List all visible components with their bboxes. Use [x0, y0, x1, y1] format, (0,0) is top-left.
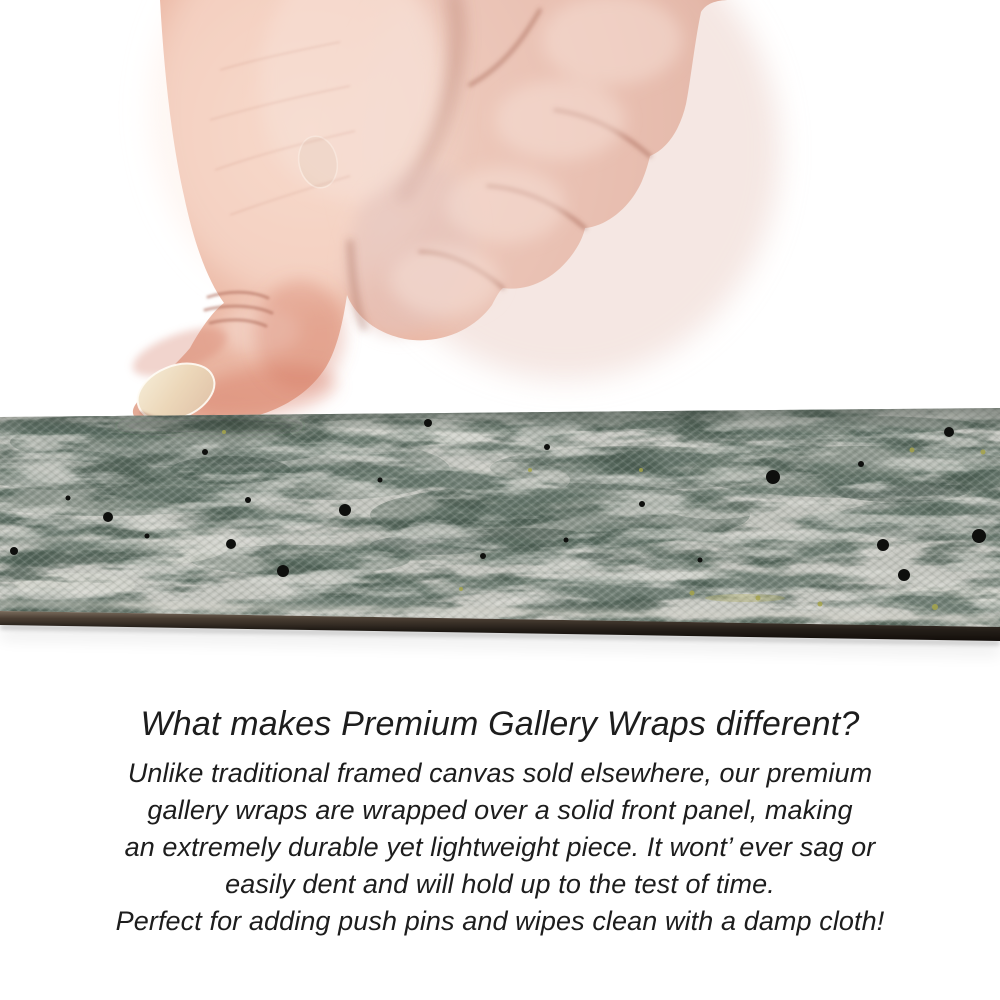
thumb-contact-shadow: [115, 417, 305, 435]
hand-photo: [127, 0, 780, 431]
body-line-2: gallery wraps are wrapped over a solid front panel, making: [147, 795, 853, 825]
caption-block: [0, 703, 1000, 940]
body-line-3: an extremely durable yet lightweight piece. It wont’ ever sag or: [124, 832, 876, 862]
body-line-4: easily dent and will hold up to the test of time.: [225, 869, 775, 899]
heading: What makes Premium Gallery Wraps different?: [140, 705, 860, 743]
body-line-1: Unlike traditional framed canvas sold elsewhere, our premium: [127, 758, 873, 788]
canvas-strip-photo: [0, 400, 1000, 654]
body-line-5: Perfect for adding push pins and wipes clean with a damp cloth!: [115, 906, 885, 936]
canvas-face: [0, 400, 1000, 640]
